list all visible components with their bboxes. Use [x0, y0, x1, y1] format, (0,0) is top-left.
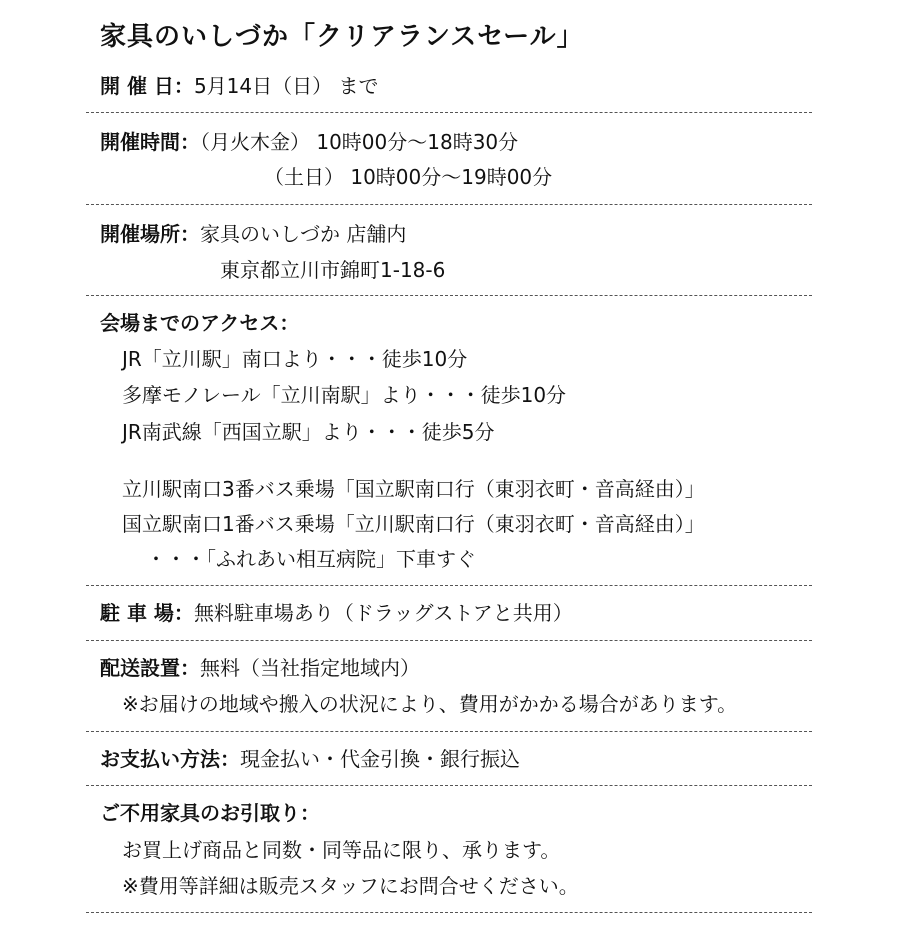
divider: [86, 585, 812, 586]
payment-value: 現金払い・代金引換・銀行振込: [240, 747, 520, 771]
divider: [86, 785, 812, 786]
divider: [86, 731, 812, 732]
parking-label: 駐 車 場：: [100, 601, 194, 625]
payment-row: [100, 745, 520, 773]
date-label: 開 催 日：: [100, 74, 194, 98]
hours-row: [100, 128, 518, 156]
divider: [86, 112, 812, 113]
pickup-note: ※費用等詳細は販売スタッフにお問合せください。: [122, 874, 579, 898]
divider: [86, 912, 812, 913]
date-row: [100, 72, 378, 100]
page-title: 家具のいしづか「クリアランスセール」: [100, 22, 584, 52]
pickup-line: お買上げ商品と同数・同等品に限り、承ります。: [122, 838, 561, 862]
access-train-item: JR南武線「西国立駅」より・・・徒歩5分: [122, 420, 495, 444]
hours-label: 開催時間：: [100, 130, 200, 154]
location-row: [100, 220, 406, 248]
access-bus-note: ・・・「ふれあい相互病院」下車すぐ: [146, 547, 476, 571]
pickup-label: ご不用家具のお引取り：: [100, 801, 320, 825]
parking-value: 無料駐車場あり（ドラッグストアと共用）: [193, 601, 573, 625]
delivery-row: [100, 654, 420, 682]
delivery-note: ※お届けの地域や搬入の状況により、費用がかかる場合があります。: [122, 692, 738, 716]
delivery-value: 無料（当社指定地域内）: [200, 656, 420, 680]
access-train-item: JR「立川駅」南口より・・・徒歩10分: [122, 347, 468, 371]
divider: [86, 640, 812, 641]
location-label: 開催場所：: [100, 222, 200, 246]
location-venue: 家具のいしづか 店舗内: [200, 222, 407, 246]
delivery-label: 配送設置：: [100, 656, 200, 680]
access-bus-item: 国立駅南口1番バス乗場「立川駅南口行（東羽衣町・音高経由）」: [122, 512, 705, 536]
access-label: 会場までのアクセス：: [100, 311, 300, 335]
divider: [86, 204, 812, 205]
parking-row: [100, 599, 573, 627]
hours-weekday: （月火木金） 10時00分～18時30分: [200, 130, 519, 154]
access-bus-item: 立川駅南口3番バス乗場「国立駅南口行（東羽衣町・音高経由）」: [122, 477, 705, 501]
payment-label: お支払い方法：: [100, 747, 240, 771]
location-address: 東京都立川市錦町1-18-6: [220, 258, 446, 282]
hours-weekend: （土日） 10時00分～19時00分: [264, 165, 553, 189]
divider: [86, 295, 812, 296]
access-train-item: 多摩モノレール「立川南駅」より・・・徒歩10分: [122, 383, 567, 407]
date-value: 5月14日（日） まで: [193, 74, 379, 98]
